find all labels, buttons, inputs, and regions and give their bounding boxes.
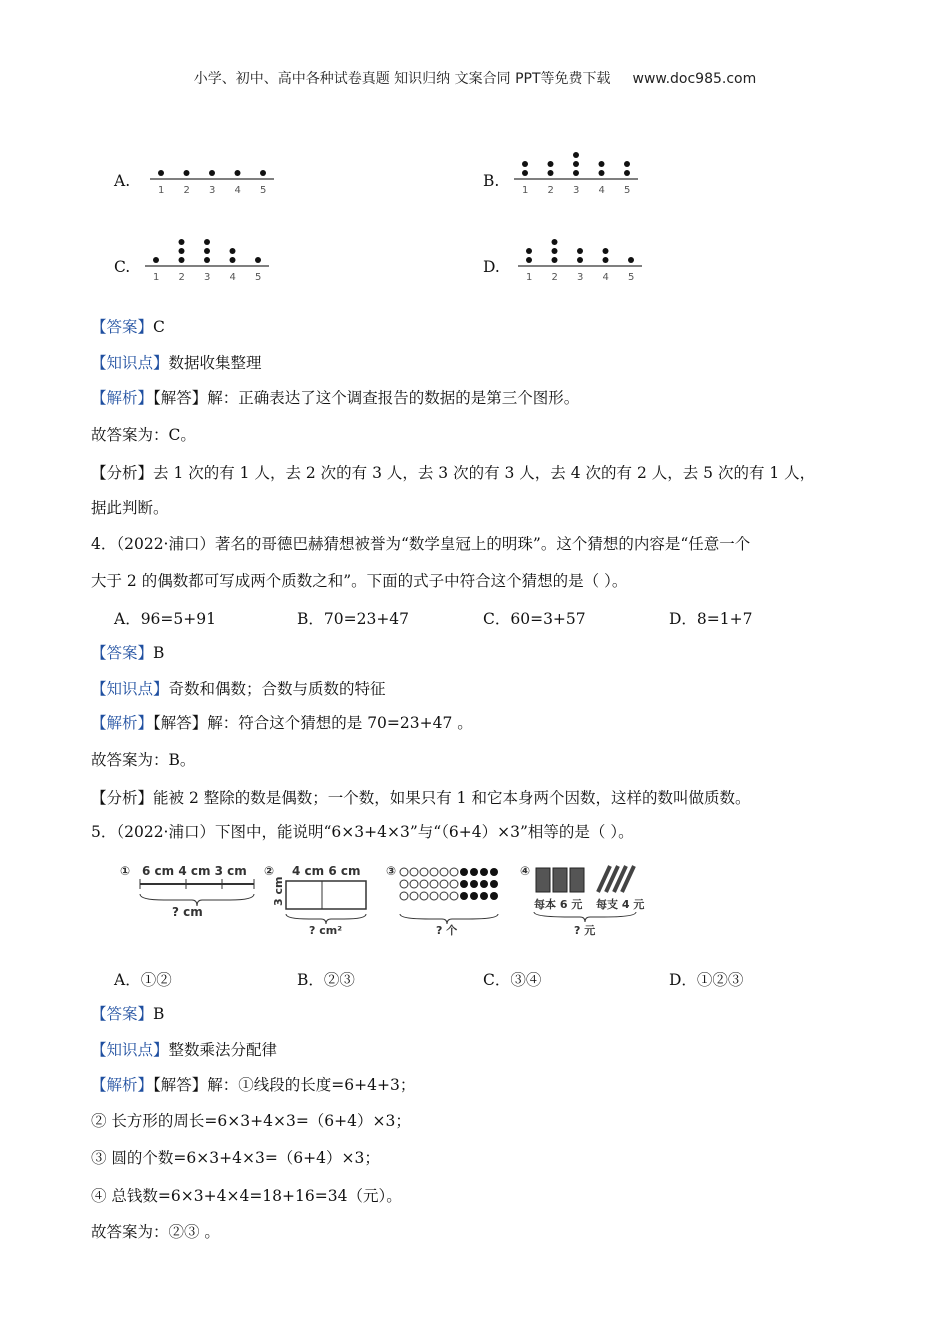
q4-answer: 【答案】B: [91, 644, 165, 662]
q3-fenxi: 【分析】去 1 次的有 1 人，去 2 次的有 3 人，去 3 次的有 3 人，去 4 次的有 2 人，去 5 次的有 1 人，: [91, 464, 816, 482]
tick-label: 2: [183, 185, 190, 196]
q3-analysis: 【解析】【解答】解：正确表达了这个调查报告的数据的是第三个图形。: [91, 389, 580, 407]
solid-circle: [480, 892, 488, 900]
q4-stem-2: 大于 2 的偶数都可写成两个质数之和”。下面的式子中符合这个猜想的是（ ）。: [91, 572, 628, 590]
q4-knowledge: 【知识点】奇数和偶数；合数与质数的特征: [91, 680, 386, 698]
solid-circle: [480, 868, 488, 876]
page-header: [0, 68, 950, 88]
panel-2-question: ? cm²: [309, 924, 343, 937]
header-site: www.doc985.com: [632, 71, 757, 87]
tick-label: 3: [573, 185, 580, 196]
data-dot: [230, 257, 236, 263]
hollow-circle: [450, 868, 458, 876]
dot-plot-c: [143, 232, 271, 292]
panel-4-price-book: 每本 6 元: [534, 898, 583, 911]
tick-label: 4: [234, 185, 241, 196]
data-dot: [552, 248, 558, 254]
dot-plot-a: [148, 145, 276, 205]
panel-2-mark: ②: [264, 864, 275, 878]
solid-circle: [480, 880, 488, 888]
q4-option-d: D．8=1+7: [669, 610, 753, 628]
q5-conclusion: 故答案为：②③ 。: [91, 1223, 220, 1241]
tick-label: 3: [209, 185, 216, 196]
figure-circles-panel: [386, 864, 498, 937]
data-dot: [573, 152, 579, 158]
panel-2-lengths: 4 cm 6 cm: [292, 864, 361, 878]
tick-label: 1: [522, 185, 529, 196]
hollow-circle: [400, 880, 408, 888]
data-dot: [577, 248, 583, 254]
q5-step-3: ③ 圆的个数=6×3+4×3=（6+4）×3；: [91, 1149, 380, 1167]
data-dot: [255, 257, 261, 263]
hollow-circle: [430, 892, 438, 900]
tick-label: 5: [260, 185, 267, 196]
data-dot: [628, 257, 634, 263]
data-dot: [153, 257, 159, 263]
q3-fenxi-2: 据此判断。: [91, 499, 169, 517]
dot-plot-b: [512, 145, 640, 205]
data-dot: [603, 257, 609, 263]
q5-step-4: ④ 总钱数=6×3+4×4=18+16=34（元）。: [91, 1187, 402, 1205]
data-dot: [599, 161, 605, 167]
panel-1-question: ? cm: [172, 905, 203, 919]
data-dot: [526, 248, 532, 254]
data-dot: [573, 170, 579, 176]
data-dot: [204, 248, 210, 254]
panel-2-side: 3 cm: [272, 876, 285, 906]
hollow-circle: [440, 880, 448, 888]
data-dot: [548, 170, 554, 176]
hollow-circle: [420, 868, 428, 876]
solid-circle: [460, 892, 468, 900]
panel-3-mark: ③: [386, 864, 397, 878]
tick-label: 3: [204, 272, 211, 283]
book-icon: [570, 868, 584, 892]
tick-label: 4: [229, 272, 236, 283]
q5-option-b: B．②③: [297, 971, 355, 989]
q5-knowledge: 【知识点】整数乘法分配律: [91, 1041, 278, 1059]
solid-circle: [470, 892, 478, 900]
data-dot: [599, 170, 605, 176]
option-c-label: C.: [114, 258, 131, 276]
data-dot: [204, 239, 210, 245]
option-d-label: D.: [483, 258, 500, 276]
q5-answer: 【答案】B: [91, 1005, 165, 1023]
header-text: 小学、初中、高中各种试卷真题 知识归纳 文案合同 PPT等免费下载: [193, 71, 611, 87]
option-b-label: B.: [483, 172, 500, 190]
data-dot: [230, 248, 236, 254]
q5-analysis: 【解析】【解答】解：①线段的长度=6+4+3；: [91, 1076, 416, 1094]
tick-label: 4: [598, 185, 605, 196]
hollow-circle: [410, 880, 418, 888]
data-dot: [204, 257, 210, 263]
data-dot: [552, 257, 558, 263]
data-dot: [526, 257, 532, 263]
data-dot: [548, 161, 554, 167]
data-dot: [179, 239, 185, 245]
q4-analysis: 【解析】【解答】解：符合这个猜想的是 70=23+47 。: [91, 714, 473, 732]
tick-label: 3: [577, 272, 584, 283]
solid-circle: [470, 868, 478, 876]
hollow-circle: [450, 892, 458, 900]
q4-stem-1: 4．（2022·浦口）著名的哥德巴赫猜想被誉为“数学皇冠上的明珠”。这个猜想的内容是“任意一个: [91, 535, 751, 553]
hollow-circle: [430, 868, 438, 876]
q5-option-a: A．①②: [114, 971, 172, 989]
data-dot: [522, 170, 528, 176]
data-dot: [624, 170, 630, 176]
hollow-circle: [420, 880, 428, 888]
book-icon: [536, 868, 550, 892]
tick-label: 4: [602, 272, 609, 283]
hollow-circle: [440, 868, 448, 876]
figure-money-panel: [520, 864, 644, 937]
q4-fenxi: 【分析】能被 2 整除的数是偶数；一个数，如果只有 1 和它本身两个因数，这样的数叫做质数。: [91, 789, 751, 807]
figure-rectangle-panel: [264, 864, 366, 937]
data-dot: [235, 170, 241, 176]
panel-1-lengths: 6 cm 4 cm 3 cm: [142, 864, 247, 878]
hollow-circle: [430, 880, 438, 888]
data-dot: [577, 257, 583, 263]
hollow-circle: [420, 892, 428, 900]
q3-answer: 【答案】C: [91, 318, 165, 336]
q3-conclusion: 故答案为：C。: [91, 426, 196, 444]
q5-option-c: C．③④: [483, 971, 542, 989]
data-dot: [573, 161, 579, 167]
data-dot: [179, 248, 185, 254]
panel-4-question: ? 元: [574, 924, 596, 937]
q4-conclusion: 故答案为：B。: [91, 751, 196, 769]
data-dot: [522, 161, 528, 167]
data-dot: [209, 170, 215, 176]
hollow-circle: [410, 868, 418, 876]
hollow-circle: [400, 892, 408, 900]
hollow-circle: [440, 892, 448, 900]
tick-label: 1: [158, 185, 165, 196]
option-a-label: A.: [114, 172, 131, 190]
hollow-circle: [450, 880, 458, 888]
hollow-circle: [410, 892, 418, 900]
data-dot: [179, 257, 185, 263]
solid-circle: [490, 892, 498, 900]
data-dot: [552, 239, 558, 245]
data-dot: [184, 170, 190, 176]
tick-label: 1: [526, 272, 533, 283]
data-dot: [158, 170, 164, 176]
panel-4-price-pencil: 每支 4 元: [596, 898, 645, 911]
q4-option-c: C．60=3+57: [483, 610, 586, 628]
solid-circle: [460, 868, 468, 876]
panel-4-mark: ④: [520, 864, 531, 878]
tick-label: 2: [547, 185, 554, 196]
q3-knowledge: 【知识点】数据收集整理: [91, 354, 262, 372]
solid-circle: [470, 880, 478, 888]
panel-1-mark: ①: [120, 864, 131, 878]
q5-figure: [114, 858, 674, 938]
data-dot: [624, 161, 630, 167]
dot-plot-d: [516, 232, 644, 292]
tick-label: 5: [624, 185, 631, 196]
panel-3-question: ? 个: [436, 924, 458, 937]
q5-step-2: ② 长方形的周长=6×3+4×3=（6+4）×3；: [91, 1112, 411, 1130]
q4-option-a: A．96=5+91: [114, 610, 216, 628]
tick-label: 5: [255, 272, 262, 283]
tick-label: 2: [178, 272, 185, 283]
q4-option-b: B．70=23+47: [297, 610, 410, 628]
solid-circle: [460, 880, 468, 888]
data-dot: [603, 248, 609, 254]
solid-circle: [490, 868, 498, 876]
tick-label: 5: [628, 272, 635, 283]
figure-segment-panel: [120, 864, 254, 919]
tick-label: 1: [153, 272, 160, 283]
book-icon: [553, 868, 567, 892]
data-dot: [260, 170, 266, 176]
solid-circle: [490, 880, 498, 888]
hollow-circle: [400, 868, 408, 876]
q5-option-d: D．①②③: [669, 971, 744, 989]
q5-stem: 5．（2022·浦口）下图中，能说明“6×3+4×3”与“（6+4）×3”相等的是（ ）。: [91, 823, 634, 841]
tick-label: 2: [551, 272, 558, 283]
